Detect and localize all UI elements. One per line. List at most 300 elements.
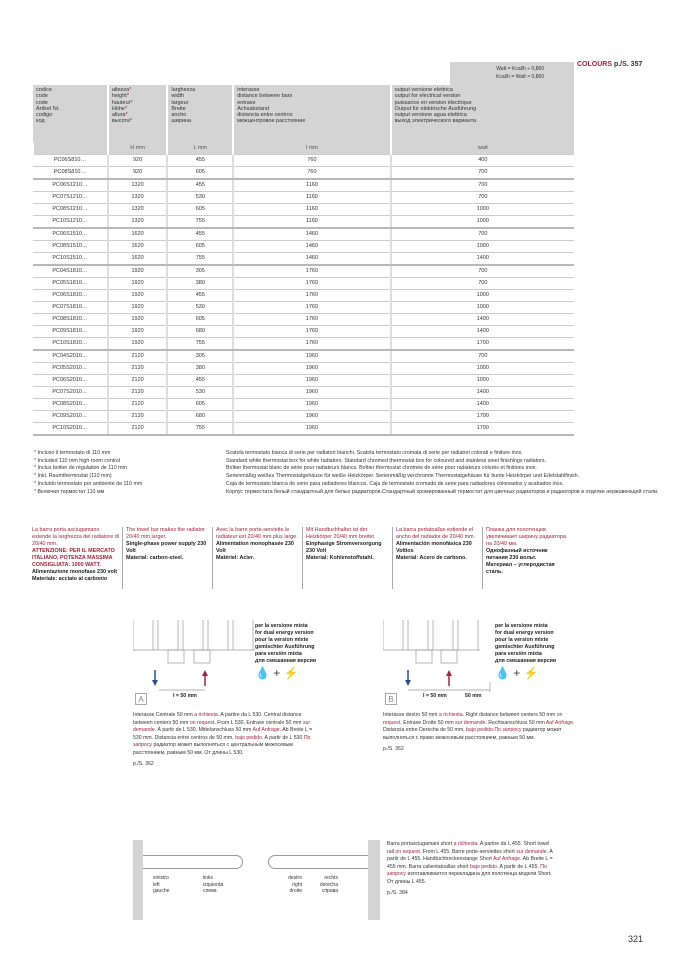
table-row xyxy=(33,301,574,313)
page-reference[interactable]: p./S. 362 xyxy=(383,746,404,752)
colours-page: p./S. 357 xyxy=(613,61,643,68)
watt-cell: 1400 xyxy=(391,398,574,410)
asterisk-marker: * xyxy=(129,118,133,125)
description-text: Interasse Centrale 50 mm xyxy=(133,712,195,718)
width-cell: 380 xyxy=(167,277,233,289)
thermostat-note: Serienmäßig weißes Thermostatgehäuse für weiße Heizkörper. Serienmäßig verchromte Thermostatgehäuse für bunte Heizkörper und Edelstahlfinish. xyxy=(226,473,580,480)
code-cell: PC10S1510… xyxy=(33,252,108,265)
table-row xyxy=(33,215,574,228)
language-note xyxy=(392,527,480,589)
height-cell: 1920 xyxy=(108,289,168,301)
description-text: . Ab Breite L = 530 mm. Distancia entre centros de 50 mm, xyxy=(133,727,313,741)
code-cell: PC07S2010… xyxy=(33,386,108,398)
unit-label: watt xyxy=(391,143,574,154)
code-cell: PC08S1210… xyxy=(33,203,108,215)
header-line: ширина xyxy=(171,118,192,125)
request-highlight: on request xyxy=(383,712,563,726)
request-highlight: bajo pedido xyxy=(235,734,262,741)
footnote-text: Включая термостат 110 мм xyxy=(37,488,105,495)
width-cell: 380 xyxy=(167,362,233,374)
watt-cell: 1000 xyxy=(391,240,574,252)
thermostat-notes xyxy=(226,450,672,496)
code-cell: PC06S810… xyxy=(33,154,108,166)
footnote xyxy=(34,450,219,458)
towel-bar-left xyxy=(143,855,243,869)
request-highlight: sur demande xyxy=(133,719,311,733)
header-line: выход электрического варианта xyxy=(394,118,477,125)
distance-cell: 1760 xyxy=(233,265,390,278)
table-row xyxy=(33,228,574,241)
conversion-line: Kcal/h = Watt × 0,860 xyxy=(496,74,544,80)
header-line: output for electrical version xyxy=(394,93,461,100)
mixed-version-text-b xyxy=(495,623,556,665)
diagram-b-description xyxy=(383,712,578,742)
header-line: largeur xyxy=(171,99,189,106)
unit-label xyxy=(33,143,108,154)
height-cell: 2120 xyxy=(108,422,168,435)
column-header xyxy=(33,85,108,143)
watt-cell: 1000 xyxy=(391,215,574,228)
header-line: Achsabstand xyxy=(237,105,270,112)
distance-cell: 1160 xyxy=(233,215,390,228)
note-power: Однофазный источник питания 230 вольт. xyxy=(486,548,548,561)
code-cell: PC07S1210… xyxy=(33,191,108,203)
left-label: слева xyxy=(203,888,217,894)
code-cell: PC05S1810… xyxy=(33,277,108,289)
header-line: codigo xyxy=(36,112,53,119)
diagram-label-b: B xyxy=(385,693,397,705)
table-row xyxy=(33,265,574,278)
diagram-b-description-block xyxy=(383,712,578,754)
conversion-box xyxy=(450,62,574,85)
table-row xyxy=(33,386,574,398)
description-text: . A partir de L 530 xyxy=(261,734,304,741)
header-line: altezza* xyxy=(111,87,132,93)
table-row xyxy=(33,252,574,265)
header-line: код xyxy=(36,118,45,125)
height-cell: 1920 xyxy=(108,265,168,278)
header-line: height* xyxy=(111,93,129,100)
width-cell: 455 xyxy=(167,179,233,192)
watt-cell: 700 xyxy=(391,179,574,192)
distance-cell: 1160 xyxy=(233,203,390,215)
watt-cell: 700 xyxy=(391,228,574,241)
distance-cell: 1160 xyxy=(233,179,390,192)
diagram-a xyxy=(133,620,373,767)
diagram-label-a: A xyxy=(135,693,147,705)
mixed-version-text-a xyxy=(255,623,316,665)
distance-cell: 1460 xyxy=(233,240,390,252)
note-power: Alimentación monofásica 230 Voltios xyxy=(396,541,472,554)
footnote-text: Inkl. Raumthermostat (110 mm) xyxy=(37,473,112,480)
height-cell: 1920 xyxy=(108,277,168,289)
watt-cell: 1000 xyxy=(391,374,574,386)
watt-cell: 1400 xyxy=(391,252,574,265)
note-material: Matériel: Acier. xyxy=(216,555,255,561)
mixed-line: para versión mixta xyxy=(255,651,302,657)
asterisk-marker: * xyxy=(34,473,38,480)
distance-cell: 1460 xyxy=(233,252,390,265)
header-line: output versione agua elettrica xyxy=(394,112,467,119)
left-labels-2 xyxy=(203,875,223,895)
height-cell: 1320 xyxy=(108,203,168,215)
watt-cell: 1400 xyxy=(391,325,574,337)
language-note xyxy=(122,527,210,589)
header-line: distancia entre centros xyxy=(237,112,293,119)
note-intro: La barra porta asciugamano estende la larghezza del radiatore di 20/40 mm. xyxy=(32,527,119,547)
distance-cell: 1760 xyxy=(233,301,390,313)
water-drops-plus-electric-icon: 💧 + ⚡ xyxy=(255,666,299,680)
code-cell: PC07S1810… xyxy=(33,301,108,313)
header-line: larghezza xyxy=(171,87,196,93)
note-warning: ATTENZIONE: PER IL MERCATO ITALIANO, POTENZA MASSIMA CONSIGLIATA: 1000 WATT. xyxy=(32,548,115,568)
width-cell: 605 xyxy=(167,203,233,215)
header-line: output versione elettrica xyxy=(394,87,453,93)
code-cell: PC10S1810… xyxy=(33,337,108,350)
footnote-text: Incluido termostato por ambiente de 110 mm xyxy=(37,480,143,487)
code-cell: PC09S1810… xyxy=(33,325,108,337)
right-label: rechts xyxy=(324,875,338,881)
height-cell: 920 xyxy=(108,154,168,166)
footnote xyxy=(34,489,219,497)
description-text: радиатор может выполняться с право межосевым расстоянием, равным 50 мм. xyxy=(383,727,562,741)
table-row xyxy=(33,337,574,350)
note-material: Материал – углеродистая сталь. xyxy=(486,562,555,575)
asterisk-marker: * xyxy=(34,488,38,495)
code-cell: PC06S2010… xyxy=(33,374,108,386)
note-intro: Планка для полотенцев увеличивает ширину радиатора на 20/40 мм. xyxy=(486,527,566,547)
description-text: . A partire da L 530. Central distance between centers 50 mm xyxy=(133,712,302,726)
header-line: Breite xyxy=(171,105,186,112)
diagram-a-description-block xyxy=(133,712,318,769)
left-label: gauche xyxy=(153,888,170,894)
note-power: Single-phase power supply 230 Volt xyxy=(126,541,207,554)
request-highlight: По запросу xyxy=(387,863,547,877)
header-line: высота* xyxy=(111,118,133,125)
thermostat-note: Boîtier thermostat blanc de série pour radiateurs blancs. Boîtier thermostat chromée de série pour radiateurs colorés et finitions inox. xyxy=(226,465,537,472)
right-label: right xyxy=(292,881,302,888)
thermostat-note: Корпус термостата белый стандартный для белых радиаторов.Стандартный хромированный термостат для цветных радиаторов и радиаторов в отделке нержавеющей стали. xyxy=(226,488,659,495)
asterisk-marker: * xyxy=(124,105,128,112)
code-cell: PC06S1810… xyxy=(33,289,108,301)
note-intro: Avec la barre porte-serviette le radiateur est 20/40 mm plus large. xyxy=(216,527,298,540)
distance-cell: 1760 xyxy=(233,325,390,337)
table-row xyxy=(33,313,574,325)
watt-cell: 700 xyxy=(391,265,574,278)
table-row xyxy=(33,325,574,337)
height-cell: 1620 xyxy=(108,240,168,252)
mixed-line: for dual energy version xyxy=(255,630,314,636)
height-cell: 2120 xyxy=(108,398,168,410)
header-line: hauteur* xyxy=(111,99,133,106)
footnote-text: Inclus boitier de régulation de 110 mm xyxy=(37,465,127,472)
watt-cell: 700 xyxy=(391,191,574,203)
distance-cell: 1960 xyxy=(233,350,390,363)
width-cell: 605 xyxy=(167,313,233,325)
language-note xyxy=(212,527,300,589)
header-line: entraxe xyxy=(237,99,256,106)
unit-label: I mm xyxy=(233,143,390,154)
left-labels xyxy=(153,875,169,895)
description-text: Interasse destro 50 mm xyxy=(383,712,439,718)
table-row xyxy=(33,154,574,166)
distance-cell: 1460 xyxy=(233,228,390,241)
table-row xyxy=(33,350,574,363)
width-cell: 530 xyxy=(167,301,233,313)
description-text: изготавливается перекладина для полотенца модели Short. От длины L 455. xyxy=(387,871,552,885)
note-intro: The towel bar makes the radiator 20/40 mm larger. xyxy=(126,527,205,540)
request-highlight: Auf Anfrage xyxy=(252,727,280,733)
language-note xyxy=(302,527,390,589)
diagram-a-description xyxy=(133,712,318,757)
header-line: altura* xyxy=(111,112,128,119)
width-cell: 305 xyxy=(167,265,233,278)
description-text: . From L 455. Barre porte-serviettes short xyxy=(419,848,517,855)
request-highlight: По запросу xyxy=(494,727,522,733)
right-labels-2 xyxy=(312,875,338,895)
footnote xyxy=(34,473,219,481)
thermostat-note: Caja de termostato blanca de serie para radiadores blancos. Caja de termostato cromado de serie para radiadores coloreados y acabados inox. xyxy=(226,480,564,487)
note-power: Alimentazione monofase 230 volt xyxy=(32,569,118,575)
width-cell: 530 xyxy=(167,386,233,398)
unit-row xyxy=(33,143,574,154)
description-text: . Right distance between centers 50 mm xyxy=(462,712,557,718)
right-label: droite xyxy=(289,888,302,894)
header-line: ancho xyxy=(171,112,187,119)
height-cell: 2120 xyxy=(108,386,168,398)
note-power: Alimentation monophasée 230 Volt xyxy=(216,541,294,554)
description-text: . From L 530. Entraxe centrale 50 mm xyxy=(214,719,303,726)
dimension-label: I = 50 mm xyxy=(173,693,197,699)
width-cell: 680 xyxy=(167,410,233,422)
height-cell: 1320 xyxy=(108,215,168,228)
code-cell: PC04S2010… xyxy=(33,350,108,363)
left-label: links xyxy=(203,875,214,881)
width-cell: 455 xyxy=(167,154,233,166)
table-row xyxy=(33,191,574,203)
mixed-line: per la versione mista xyxy=(255,623,308,629)
distance-cell: 1960 xyxy=(233,422,390,435)
watt-cell: 1000 xyxy=(391,289,574,301)
note-material: Material: carbon-steel. xyxy=(126,555,184,561)
request-highlight: По запросу xyxy=(133,734,311,748)
table-row xyxy=(33,203,574,215)
diagram-b xyxy=(383,620,623,752)
watt-cell: 700 xyxy=(391,277,574,289)
language-note xyxy=(32,527,120,589)
note-intro: Mit Handtuchhalter ist der Heizkörper 20/40 mm breiter. xyxy=(306,527,376,540)
radiator-diagram-a xyxy=(133,620,258,700)
header-line: codice xyxy=(36,87,52,93)
height-cell: 1620 xyxy=(108,228,168,241)
height-cell: 1620 xyxy=(108,252,168,265)
height-cell: 1920 xyxy=(108,313,168,325)
asterisk-marker: * xyxy=(34,465,38,472)
note-material: Materiale: acciaio al carbonio xyxy=(32,576,108,582)
request-highlight: bajo pedido. xyxy=(466,727,495,733)
page-number: 321 xyxy=(628,934,644,944)
width-cell: 755 xyxy=(167,337,233,350)
distance-cell: 1960 xyxy=(233,362,390,374)
description-text: . A partir de L 455. xyxy=(496,863,541,870)
page-reference[interactable]: p./S. 362 xyxy=(133,761,154,767)
conversion-line: Watt = Kcal/h ÷ 0,860 xyxy=(496,66,544,72)
radiator-right-edge xyxy=(368,840,380,920)
watt-cell: 1000 xyxy=(391,362,574,374)
footnote xyxy=(34,481,219,489)
mixed-line: para versión mixta xyxy=(495,651,542,657)
footnote xyxy=(34,465,219,473)
request-highlight: on request xyxy=(395,848,420,855)
table-row xyxy=(33,374,574,386)
footnote xyxy=(34,458,219,466)
code-cell: PC10S1210… xyxy=(33,215,108,228)
description-text: . Ab Breite L = 455 mm. Barra calientatoallas short xyxy=(387,856,553,870)
water-drops-plus-electric-icon: 💧 + ⚡ xyxy=(495,666,539,680)
column-header xyxy=(108,85,168,143)
height-cell: 2120 xyxy=(108,350,168,363)
table-row xyxy=(33,166,574,179)
width-cell: 455 xyxy=(167,374,233,386)
table-row xyxy=(33,398,574,410)
width-cell: 755 xyxy=(167,422,233,435)
width-cell: 605 xyxy=(167,166,233,179)
right-labels xyxy=(280,875,302,895)
description-text: . À partir de L 530. Mittelanschluss 50 mm xyxy=(154,727,253,733)
distance-cell: 1960 xyxy=(233,386,390,398)
header-line: width xyxy=(171,93,185,100)
distance-cell: 1760 xyxy=(233,289,390,301)
header-row xyxy=(33,85,574,143)
width-cell: 455 xyxy=(167,228,233,241)
distance-cell: 1760 xyxy=(233,313,390,325)
request-highlight: sur demande xyxy=(455,719,486,726)
width-cell: 605 xyxy=(167,398,233,410)
height-cell: 2120 xyxy=(108,362,168,374)
request-highlight: Auf Anfrage xyxy=(545,719,574,726)
thermostat-note: Scatola termostato bianca di serie per radiatori bianchi. Scatola termostato cromata di serie per radiatori colorati e finiture inox. xyxy=(226,450,523,456)
asterisk-marker: * xyxy=(34,480,38,487)
left-label: izquierda xyxy=(203,881,224,888)
asterisk-marker: * xyxy=(129,87,132,93)
note-intro: La barra portatoallas extiende el ancho del radiador de 20/40 mm. xyxy=(396,527,476,540)
left-label: left xyxy=(153,881,160,888)
thermostat-note: Standard white thermostat box for white radiators. Standard chromed thermostat box for coloured and stainless steel finishings radiators. xyxy=(226,457,547,464)
colours-label: COLOURS xyxy=(577,61,612,68)
description-text: Barra portasciugamani short xyxy=(387,841,454,847)
table-row xyxy=(33,179,574,192)
code-cell: PC08S2010… xyxy=(33,398,108,410)
code-cell: PC04S1810… xyxy=(33,265,108,278)
colours-reference[interactable] xyxy=(577,61,642,68)
description-text: радиатор может выполняться с центральным межосевым расстоянием, равным 50 мм. От длины L 530. xyxy=(133,742,293,756)
asterisk-marker: * xyxy=(126,93,129,100)
width-cell: 455 xyxy=(167,289,233,301)
table-row xyxy=(33,240,574,252)
description-text: . Distancia entre Derecha de 50 mm, xyxy=(383,719,575,733)
header-line: distance between bars xyxy=(237,93,293,100)
note-material: Material: Kohlenstoffstahl. xyxy=(306,555,374,561)
code-cell: PC09S2010… xyxy=(33,410,108,422)
note-power: Einphasige Stromversorgung 230 Volt xyxy=(306,541,382,554)
request-highlight: on request xyxy=(189,719,215,726)
width-cell: 755 xyxy=(167,215,233,228)
watt-cell: 1000 xyxy=(391,203,574,215)
watt-cell: 700 xyxy=(391,166,574,179)
mixed-line: pour la version mixte xyxy=(255,637,309,643)
short-bar-description xyxy=(387,841,557,898)
radiator-diagram-b xyxy=(383,620,493,700)
right-label: derecha xyxy=(319,881,338,888)
code-cell: PC06S1210… xyxy=(33,179,108,192)
asterisk-marker: * xyxy=(34,450,38,456)
language-note xyxy=(482,527,570,589)
height-cell: 2120 xyxy=(108,410,168,422)
width-cell: 755 xyxy=(167,252,233,265)
product-table xyxy=(32,85,574,436)
code-cell: PC10S2010… xyxy=(33,422,108,435)
watt-cell: 1700 xyxy=(391,337,574,350)
table-row xyxy=(33,410,574,422)
table-row xyxy=(33,289,574,301)
table-row xyxy=(33,362,574,374)
description-text: . Entraxe Droite 50 mm xyxy=(400,719,456,726)
dimension-label-2: 50 mm xyxy=(465,693,482,699)
distance-cell: 1960 xyxy=(233,410,390,422)
mixed-line: для смешанная версии xyxy=(255,658,317,664)
unit-label: H mm xyxy=(108,143,168,154)
mixed-line: per la versione mista xyxy=(495,623,548,629)
unit-label: L mm xyxy=(167,143,233,154)
asterisk-marker: * xyxy=(125,112,128,119)
request-highlight: bajo pedido xyxy=(470,863,497,870)
watt-cell: 700 xyxy=(391,350,574,363)
request-highlight: a richiesta xyxy=(453,841,478,847)
distance-cell: 760 xyxy=(233,166,390,179)
request-highlight: sur demande xyxy=(516,848,547,855)
watt-cell: 1400 xyxy=(391,386,574,398)
watt-cell: 1000 xyxy=(391,301,574,313)
watt-cell: 1700 xyxy=(391,422,574,435)
distance-cell: 1760 xyxy=(233,277,390,289)
left-label: sinistro xyxy=(153,875,169,881)
height-cell: 1320 xyxy=(108,191,168,203)
asterisk-marker: * xyxy=(130,99,133,106)
table-row xyxy=(33,277,574,289)
description-text: . Rechtsanschluss 50 mm xyxy=(485,719,546,726)
code-cell: PC05S2010… xyxy=(33,362,108,374)
table-row xyxy=(33,422,574,435)
header-line: code xyxy=(36,93,48,100)
request-highlight: a richiesta xyxy=(438,712,463,718)
description-text: . À partir de L 455. Handtuchtrockenstange Short xyxy=(387,848,553,862)
mixed-line: gemischter Ausführung xyxy=(495,644,555,650)
asterisk-marker: * xyxy=(34,457,38,464)
page-reference[interactable]: p./S. 384 xyxy=(387,890,408,896)
watt-cell: 1400 xyxy=(391,313,574,325)
distance-cell: 1760 xyxy=(233,337,390,350)
distance-cell: 1960 xyxy=(233,398,390,410)
header-line: code xyxy=(36,99,48,106)
code-cell: PC08S1810… xyxy=(33,313,108,325)
footnote-text: Included 110 mm high room control xyxy=(37,457,121,464)
request-highlight: Auf Anfrage xyxy=(492,856,521,862)
note-material: Material: Acero de carbono. xyxy=(396,555,467,561)
code-cell: PC06S1510… xyxy=(33,228,108,241)
height-cell: 1920 xyxy=(108,325,168,337)
footnotes xyxy=(34,450,219,496)
header-line: Output für elektrische Ausführung xyxy=(394,105,477,112)
